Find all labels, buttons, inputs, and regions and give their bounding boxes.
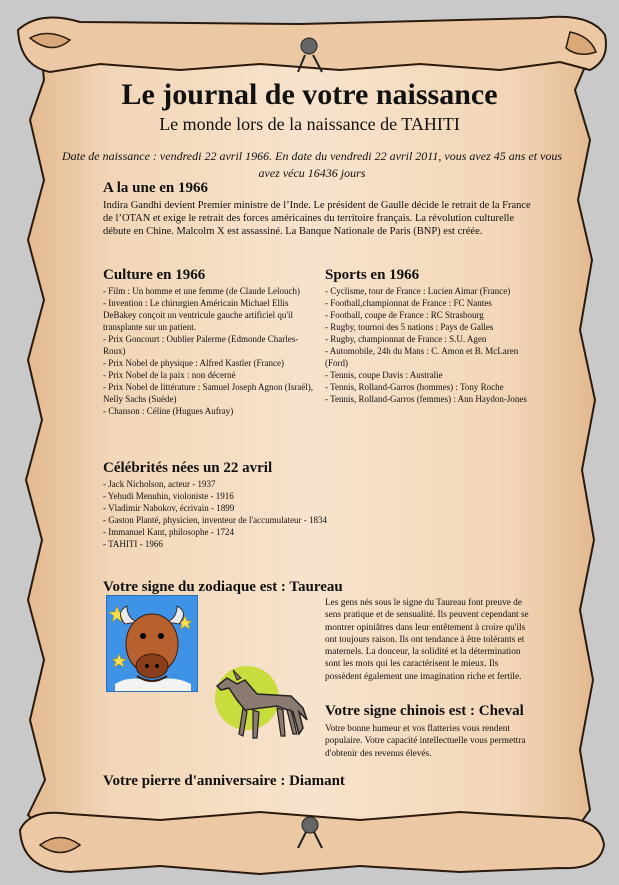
headline-text: Indira Gandhi devient Premier ministre de l’Inde. Le président de Gaulle décide le retrait de la France de l’OTAN et exige le retrait des forces américaines du territoire français. La révolution culturelle débute en Chine. Malcolm X est assassiné. La Banque Nationale de Paris (BNP) est créée.: [103, 200, 531, 238]
list-item: - Film : Un homme et une femme (de Claude Lelouch): [103, 286, 300, 296]
list-item: - Football,championnat de France : FC Nantes: [325, 298, 492, 308]
list-item: - Gaston Planté, physicien, inventeur de l'accumulateur - 1834: [103, 515, 328, 525]
taurus-sign-icon: [106, 595, 198, 692]
chinese-text: Votre bonne humeur et vos flatteries vous rendent populaire. Votre capacité intellectuelle vous permettra d'obtenir des revenus élevés.: [325, 724, 526, 759]
headline-section: [103, 179, 533, 239]
sports-section: [325, 266, 535, 405]
list-item: - Chanson : Céline (Hugues Aufray): [103, 406, 234, 416]
sports-heading: Sports en 1966: [325, 267, 420, 283]
list-item: - Prix Nobel de la paix : non décerné: [103, 370, 236, 380]
list-item: - Football, coupe de France : RC Strasbourg: [325, 310, 484, 320]
horse-sign-icon: [207, 650, 315, 750]
sports-list: [325, 285, 535, 405]
birthstone-heading: Votre pierre d'anniversaire : Diamant: [103, 773, 345, 789]
list-item: - Automobile, 24h du Mans : C. Amon et B. McLaren (Ford): [325, 346, 519, 368]
culture-list: [103, 285, 318, 417]
list-item: - Tennis, coupe Davis : Australie: [325, 370, 443, 380]
celebrities-list: [103, 478, 423, 550]
list-item: - Yehudi Menuhin, violoniste - 1916: [103, 491, 234, 501]
birth-date-intro: Date de naissance : vendredi 22 avril 1966. En date du vendredi 22 avril 2011, vous avez 45 ans et vous avez vécu 16436 jours: [61, 149, 563, 180]
list-item: - Tennis, Rolland-Garros (femmes) : Ann Haydon-Jones: [325, 394, 527, 404]
list-item: - Invention : Le chirurgien Américain Michael Ellis DeBakey conçoit un ventricule gauche artificiel qu'il transplante sur un patient.: [103, 298, 294, 332]
page-subtitle: Le monde lors de la naissance de TAHITI: [159, 114, 460, 134]
zodiac-heading: Votre signe du zodiaque est : Taureau: [103, 579, 343, 595]
list-item: - Jack Nicholson, acteur - 1937: [103, 479, 216, 489]
celebrities-heading: Célébrités nées un 22 avril: [103, 460, 273, 476]
culture-section: [103, 266, 318, 417]
zodiac-text: Les gens nés sous le signe du Taureau font preuve de sens pratique et de sensualité. Ils peuvent cependant se montrer opiniâtres dans leur entêtement à croire qu'ils ont toujours raison. Ils ont tendance à être tolérants et maternels. La douceur, la solidité et la détermination sont les mots qui les caractérisent le mieux. Ils possèdent également une imagination riche et fertile.: [325, 598, 529, 682]
list-item: - Cyclisme, tour de France : Lucien Aimar (France): [325, 286, 511, 296]
list-item: - Immanuel Kant, philosophe - 1724: [103, 527, 234, 537]
celebrities-section: [103, 459, 423, 550]
list-item: - Tennis, Rolland-Garros (hommes) : Tony Roche: [325, 382, 504, 392]
list-item: - Prix Nobel de physique : Alfred Kastler (France): [103, 358, 284, 368]
list-item: - Prix Nobel de littérature : Samuel Joseph Agnon (Israël), Nelly Sachs (Suède): [103, 382, 313, 404]
culture-heading: Culture en 1966: [103, 267, 206, 283]
list-item: - TAHITI - 1966: [103, 539, 163, 549]
list-item: - Rugby, tournoi des 5 nations : Pays de Galles: [325, 322, 494, 332]
list-item: - Rugby, championnat de France : S.U. Agen: [325, 334, 487, 344]
chinese-heading: Votre signe chinois est : Cheval: [325, 703, 524, 719]
list-item: - Prix Goncourt : Oublier Palerme (Edmonde Charles-Roux): [103, 334, 299, 356]
list-item: - Vladimir Nabokov, écrivain - 1899: [103, 503, 235, 513]
chinese-sign-section: [325, 702, 545, 760]
headline-heading: A la une en 1966: [103, 180, 209, 196]
page-title: Le journal de votre naissance: [121, 78, 498, 111]
